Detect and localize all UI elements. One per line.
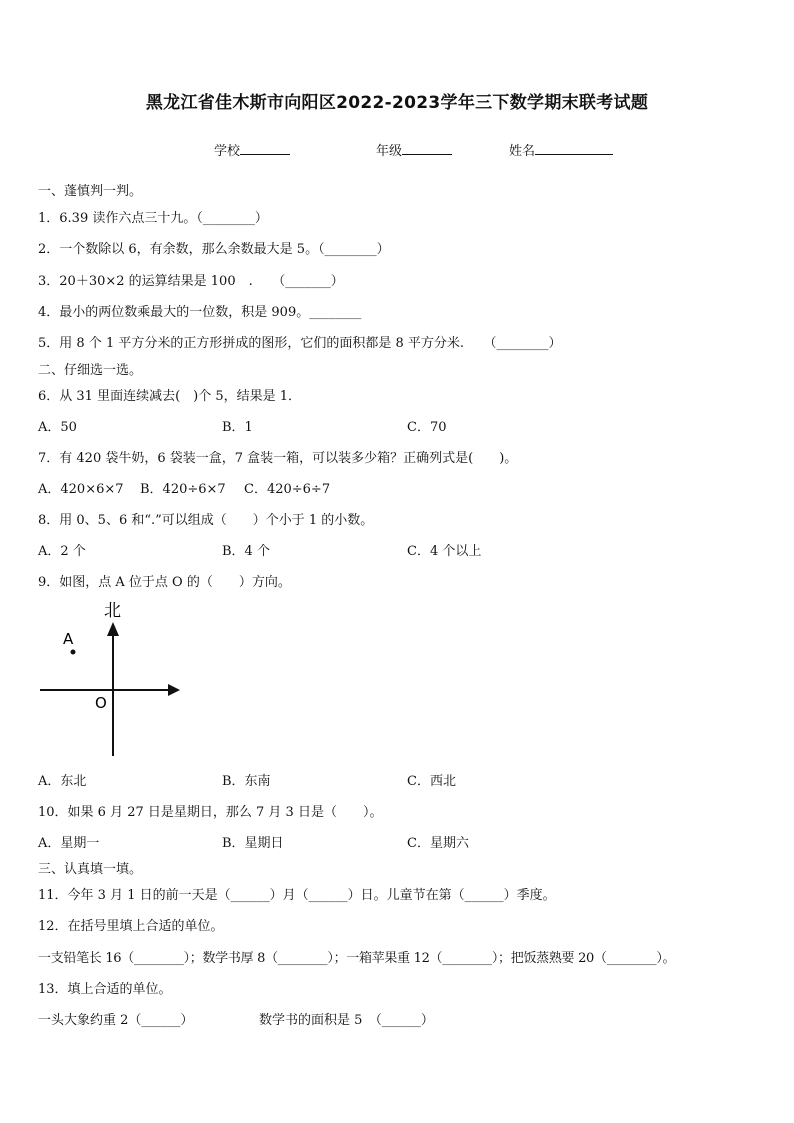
question-3: 3．20＋30×2 的运算结果是 100 . （_______）: [38, 274, 344, 289]
question-7: 7．有 420 袋牛奶，6 袋装一盒，7 盒装一箱，可以装多少箱？正确列式是( )。: [38, 451, 518, 466]
grade-label: 年级: [376, 144, 403, 159]
grade-blank[interactable]: [402, 142, 452, 155]
question-13: 13．填上合适的单位。: [38, 982, 172, 997]
section3-heading: 三、认真填一填。: [38, 862, 143, 877]
school-label: 学校: [214, 144, 241, 159]
q7-option-a[interactable]: A．420×6×7: [38, 482, 124, 497]
direction-figure: [40, 598, 190, 760]
q6-option-a[interactable]: A．50: [38, 420, 77, 435]
q10-option-a[interactable]: A．星期一: [38, 836, 100, 851]
question-13-part-a: 一头大象约重 2（______）: [38, 1013, 194, 1028]
question-11: 11．今年 3 月 1 日的前一天是（______）月（______）日。儿童节在第（______）季度。: [38, 888, 556, 903]
name-field: [509, 140, 613, 159]
question-12-blanks: 一支铅笔长 16（________）；数学书厚 8（________）；一箱苹果重 12（________）；把饭蒸熟要 20（________）。: [38, 951, 676, 966]
question-8: 8．用 0、5、6 和“.”可以组成（ ）个小于 1 的小数。: [38, 513, 374, 528]
q9-option-a[interactable]: A．东北: [38, 774, 87, 789]
question-10: 10．如果 6 月 27 日是星期日，那么 7 月 3 日是（ ）。: [38, 805, 383, 820]
question-9: 9．如图，点 A 位于点 O 的（ ）方向。: [38, 575, 291, 590]
q10-option-b[interactable]: B．星期日: [222, 836, 284, 851]
question-13-part-b: 数学书的面积是 5 （______）: [259, 1013, 434, 1028]
q8-option-a[interactable]: A．2 个: [38, 544, 86, 559]
grade-field: [376, 140, 452, 159]
north-label: 北: [104, 601, 121, 621]
section2-heading: 二、仔细选一选。: [38, 363, 143, 378]
question-2: 2．一个数除以 6，有余数，那么余数最大是 5。（________）: [38, 242, 390, 257]
point-a-label: A: [63, 630, 74, 648]
q7-option-c[interactable]: C．420÷6÷7: [244, 482, 331, 497]
origin-label: O: [95, 694, 107, 712]
page-title: 黑龙江省佳木斯市向阳区2022-2023学年三下数学期末联考试题: [145, 93, 649, 113]
q6-option-b[interactable]: B．1: [222, 420, 253, 435]
section1-heading: 一、蓬慎判一判。: [38, 184, 143, 199]
school-field: [214, 140, 290, 159]
school-blank[interactable]: [240, 142, 290, 155]
point-a: [71, 650, 76, 655]
north-arrowhead: [107, 622, 119, 636]
q6-option-c[interactable]: C．70: [407, 420, 447, 435]
question-4: 4．最小的两位数乘最大的一位数，积是 909。________: [38, 305, 362, 320]
question-1: 1．6.39 读作六点三十九。（________）: [38, 211, 268, 226]
east-arrowhead: [168, 684, 180, 696]
name-blank[interactable]: [535, 142, 613, 155]
q8-option-c[interactable]: C．4 个以上: [407, 544, 482, 559]
name-label: 姓名: [509, 144, 536, 159]
q9-option-b[interactable]: B．东南: [222, 774, 271, 789]
q10-option-c[interactable]: C．星期六: [407, 836, 469, 851]
q7-option-b[interactable]: B．420÷6×7: [140, 482, 226, 497]
question-5: 5．用 8 个 1 平方分米的正方形拼成的图形，它们的面积都是 8 平方分米. （________）: [38, 336, 562, 351]
question-12: 12．在括号里填上合适的单位。: [38, 919, 224, 934]
q8-option-b[interactable]: B．4 个: [222, 544, 270, 559]
q9-option-c[interactable]: C．西北: [407, 774, 456, 789]
question-6: 6．从 31 里面连续减去( )个 5，结果是 1．: [38, 389, 302, 404]
